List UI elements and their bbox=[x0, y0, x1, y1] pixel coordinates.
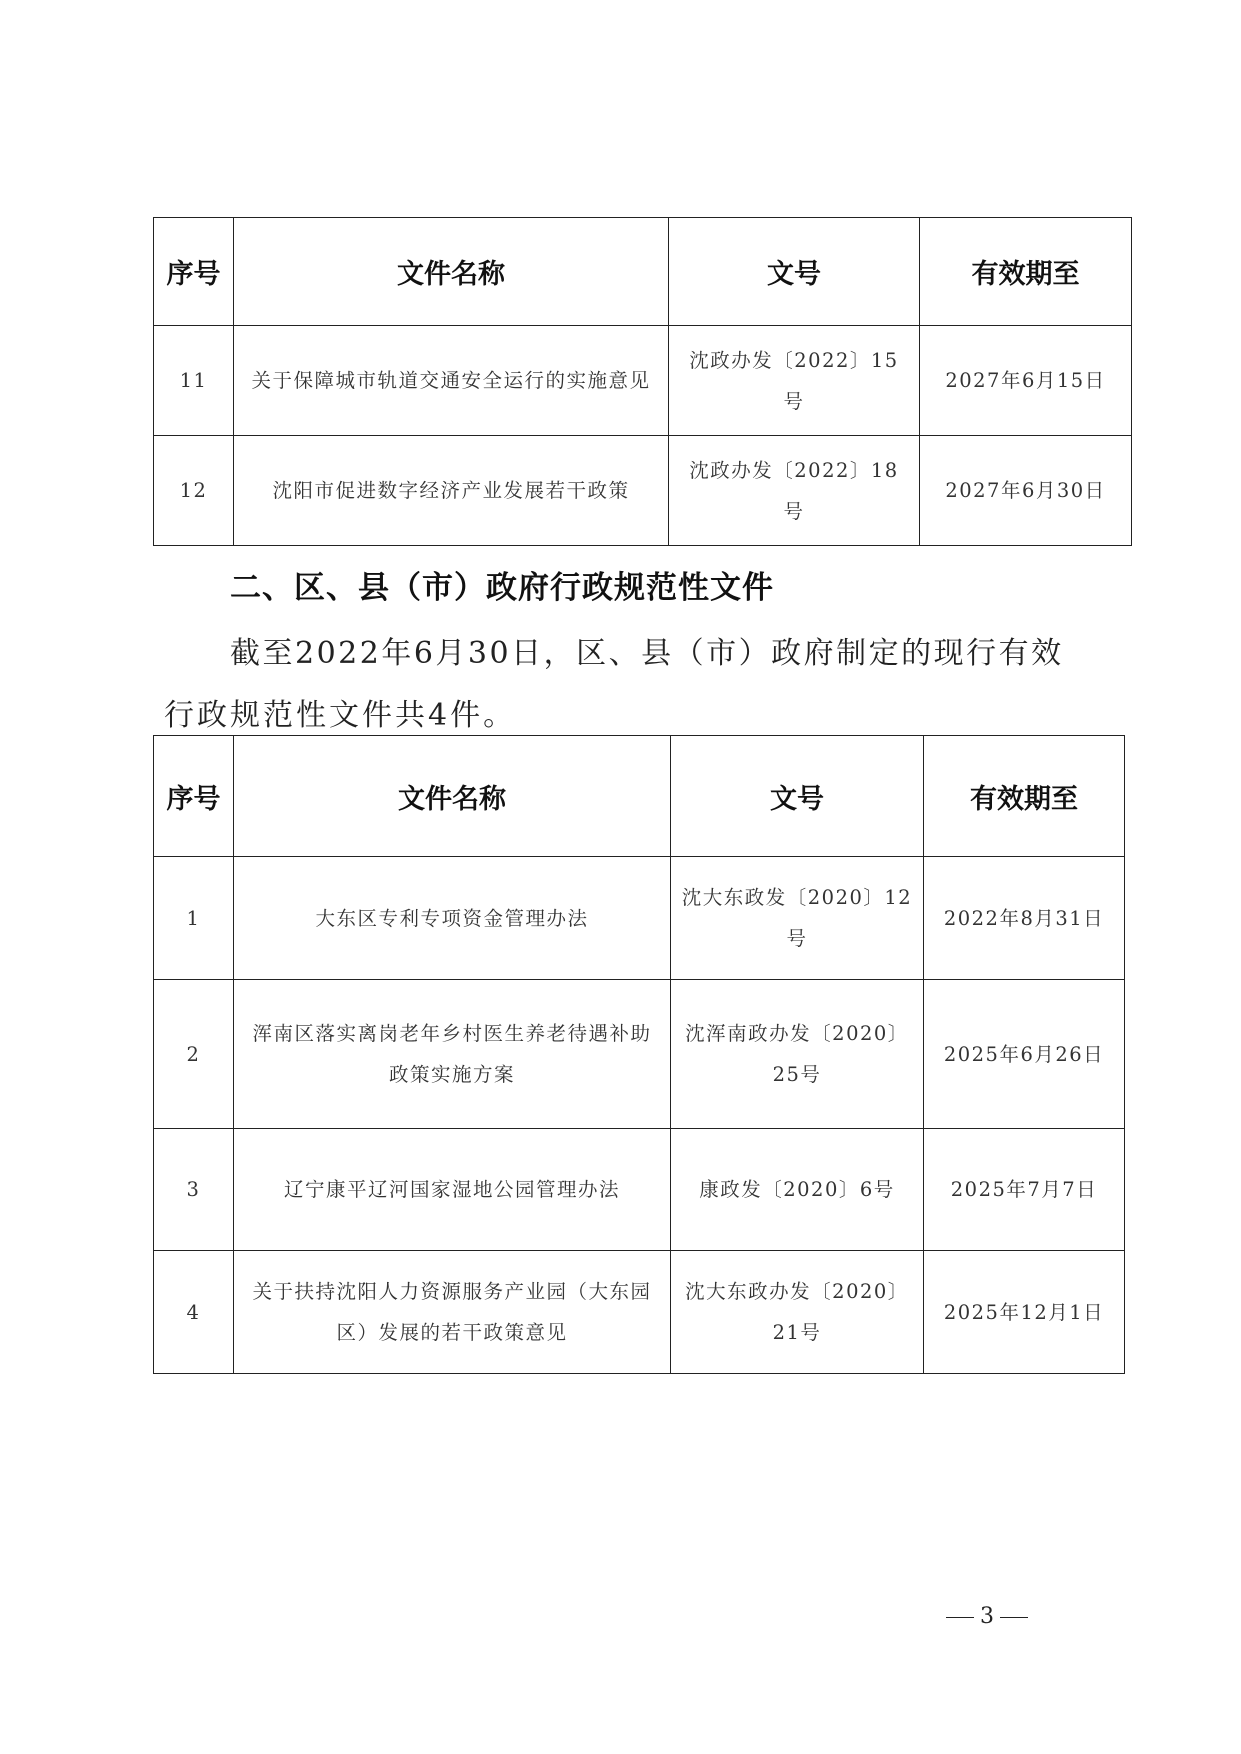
cell-name: 关于保障城市轨道交通安全运行的实施意见 bbox=[234, 326, 669, 436]
cell-name: 沈阳市促进数字经济产业发展若干政策 bbox=[234, 436, 669, 546]
cell-valid-until: 2027年6月30日 bbox=[920, 436, 1132, 546]
table-header-row bbox=[154, 736, 1125, 857]
page-number bbox=[940, 1604, 1034, 1629]
files-table-municipal bbox=[153, 217, 1132, 546]
cell-doc-no: 沈浑南政办发〔2020〕25号 bbox=[671, 980, 924, 1129]
cell-no: 3 bbox=[154, 1129, 234, 1251]
col-header-doc-no: 文号 bbox=[671, 736, 924, 857]
col-header-no: 序号 bbox=[154, 736, 234, 857]
page-number-dash-right bbox=[1000, 1617, 1028, 1618]
cell-name: 关于扶持沈阳人力资源服务产业园（大东园区）发展的若干政策意见 bbox=[234, 1251, 671, 1374]
cell-no: 12 bbox=[154, 436, 234, 546]
cell-doc-no: 沈大东政发〔2020〕12号 bbox=[671, 857, 924, 980]
cell-doc-no: 沈政办发〔2022〕18号 bbox=[669, 436, 920, 546]
cell-name: 浑南区落实离岗老年乡村医生养老待遇补助政策实施方案 bbox=[234, 980, 671, 1129]
cell-name: 辽宁康平辽河国家湿地公园管理办法 bbox=[234, 1129, 671, 1251]
table-row bbox=[154, 1251, 1125, 1374]
table-row bbox=[154, 857, 1125, 980]
cell-doc-no: 沈政办发〔2022〕15号 bbox=[669, 326, 920, 436]
col-header-doc-no: 文号 bbox=[669, 218, 920, 326]
cell-doc-no: 康政发〔2020〕6号 bbox=[671, 1129, 924, 1251]
cell-valid-until: 2025年6月26日 bbox=[924, 980, 1125, 1129]
cell-doc-no: 沈大东政办发〔2020〕21号 bbox=[671, 1251, 924, 1374]
cell-valid-until: 2025年12月1日 bbox=[924, 1251, 1125, 1374]
cell-no: 11 bbox=[154, 326, 234, 436]
table-row bbox=[154, 436, 1132, 546]
cell-no: 1 bbox=[154, 857, 234, 980]
cell-no: 2 bbox=[154, 980, 234, 1129]
cell-valid-until: 2027年6月15日 bbox=[920, 326, 1132, 436]
section-paragraph-line2: 行政规范性文件共4件。 bbox=[164, 698, 517, 733]
files-table-district bbox=[153, 735, 1125, 1374]
col-header-valid-until: 有效期至 bbox=[924, 736, 1125, 857]
cell-valid-until: 2022年8月31日 bbox=[924, 857, 1125, 980]
table-row bbox=[154, 1129, 1125, 1251]
table-header-row bbox=[154, 218, 1132, 326]
col-header-no: 序号 bbox=[154, 218, 234, 326]
table-row bbox=[154, 980, 1125, 1129]
cell-valid-until: 2025年7月7日 bbox=[924, 1129, 1125, 1251]
cell-name: 大东区专利专项资金管理办法 bbox=[234, 857, 671, 980]
page-number-value: 3 bbox=[980, 1604, 994, 1629]
page-number-dash-left bbox=[946, 1617, 974, 1618]
cell-no: 4 bbox=[154, 1251, 234, 1374]
col-header-valid-until: 有效期至 bbox=[920, 218, 1132, 326]
table-row bbox=[154, 326, 1132, 436]
section-paragraph-line1: 截至2022年6月30日，区、县（市）政府制定的现行有效 bbox=[230, 636, 1064, 671]
section-heading: 二、区、县（市）政府行政规范性文件 bbox=[230, 570, 774, 606]
col-header-name: 文件名称 bbox=[234, 218, 669, 326]
col-header-name: 文件名称 bbox=[234, 736, 671, 857]
